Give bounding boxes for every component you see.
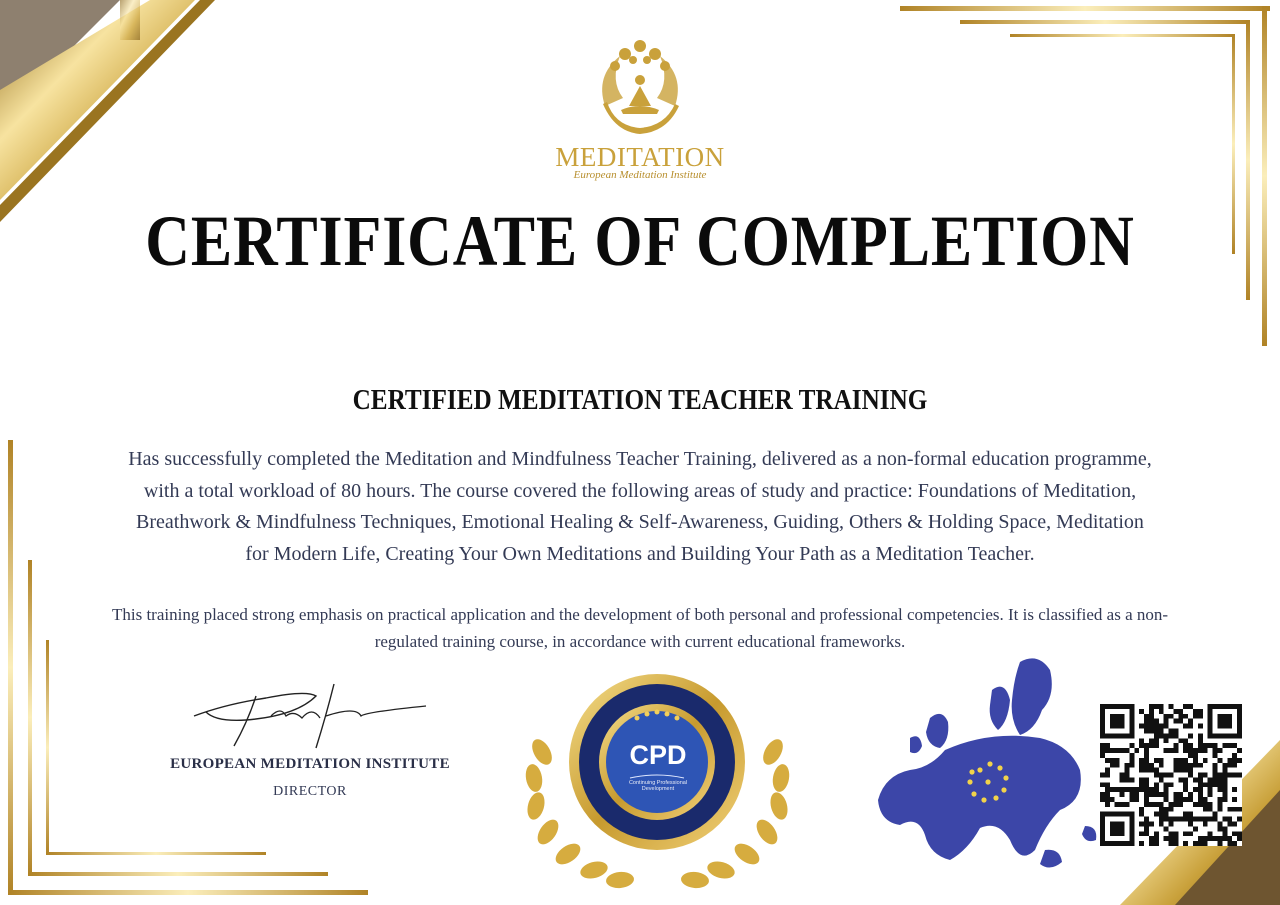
cpd-label: CPD [629,740,687,770]
certificate-note: This training placed strong emphasis on practical application and the development of both personal and professional competencies. It is classified as a non-regulated training course, in accordance with current educational frameworks. [111,605,1169,651]
cpd-small-text: Continuing Professional Development [628,780,688,792]
europe-map-eu-stars [870,650,1110,880]
certificate-title: CERTIFICATE OF COMPLETION [145,201,1135,281]
certificate-body: Has successfully completed the Meditation and Mindfulness Teacher Training, delivered as a non-formal education programme, with a total workload of 80 hours. The course covered the following areas of study and practice: Foundations of Meditation, Breathwork & Mindfulness Techniques, Emotional Healing & Self-Awareness, Guiding, Others & Holding Space, Meditation for Modern Life, Creating Your Own Meditations and Building Your Path as a Meditation Teacher. [128,448,1152,565]
director-signature [186,676,436,756]
qr-code [1100,704,1242,846]
logo-word: MEDITATION [555,142,725,172]
meditation-tree-hand-logo [585,36,695,146]
certificate-subtitle: CERTIFIED MEDITATION TEACHER TRAINING [352,385,928,416]
institute-logo [540,36,740,186]
signatory-role: DIRECTOR [273,784,347,799]
signatory-organization: EUROPEAN MEDITATION INSTITUTE [170,756,450,772]
logo-subtitle: European Meditation Institute [573,169,707,181]
